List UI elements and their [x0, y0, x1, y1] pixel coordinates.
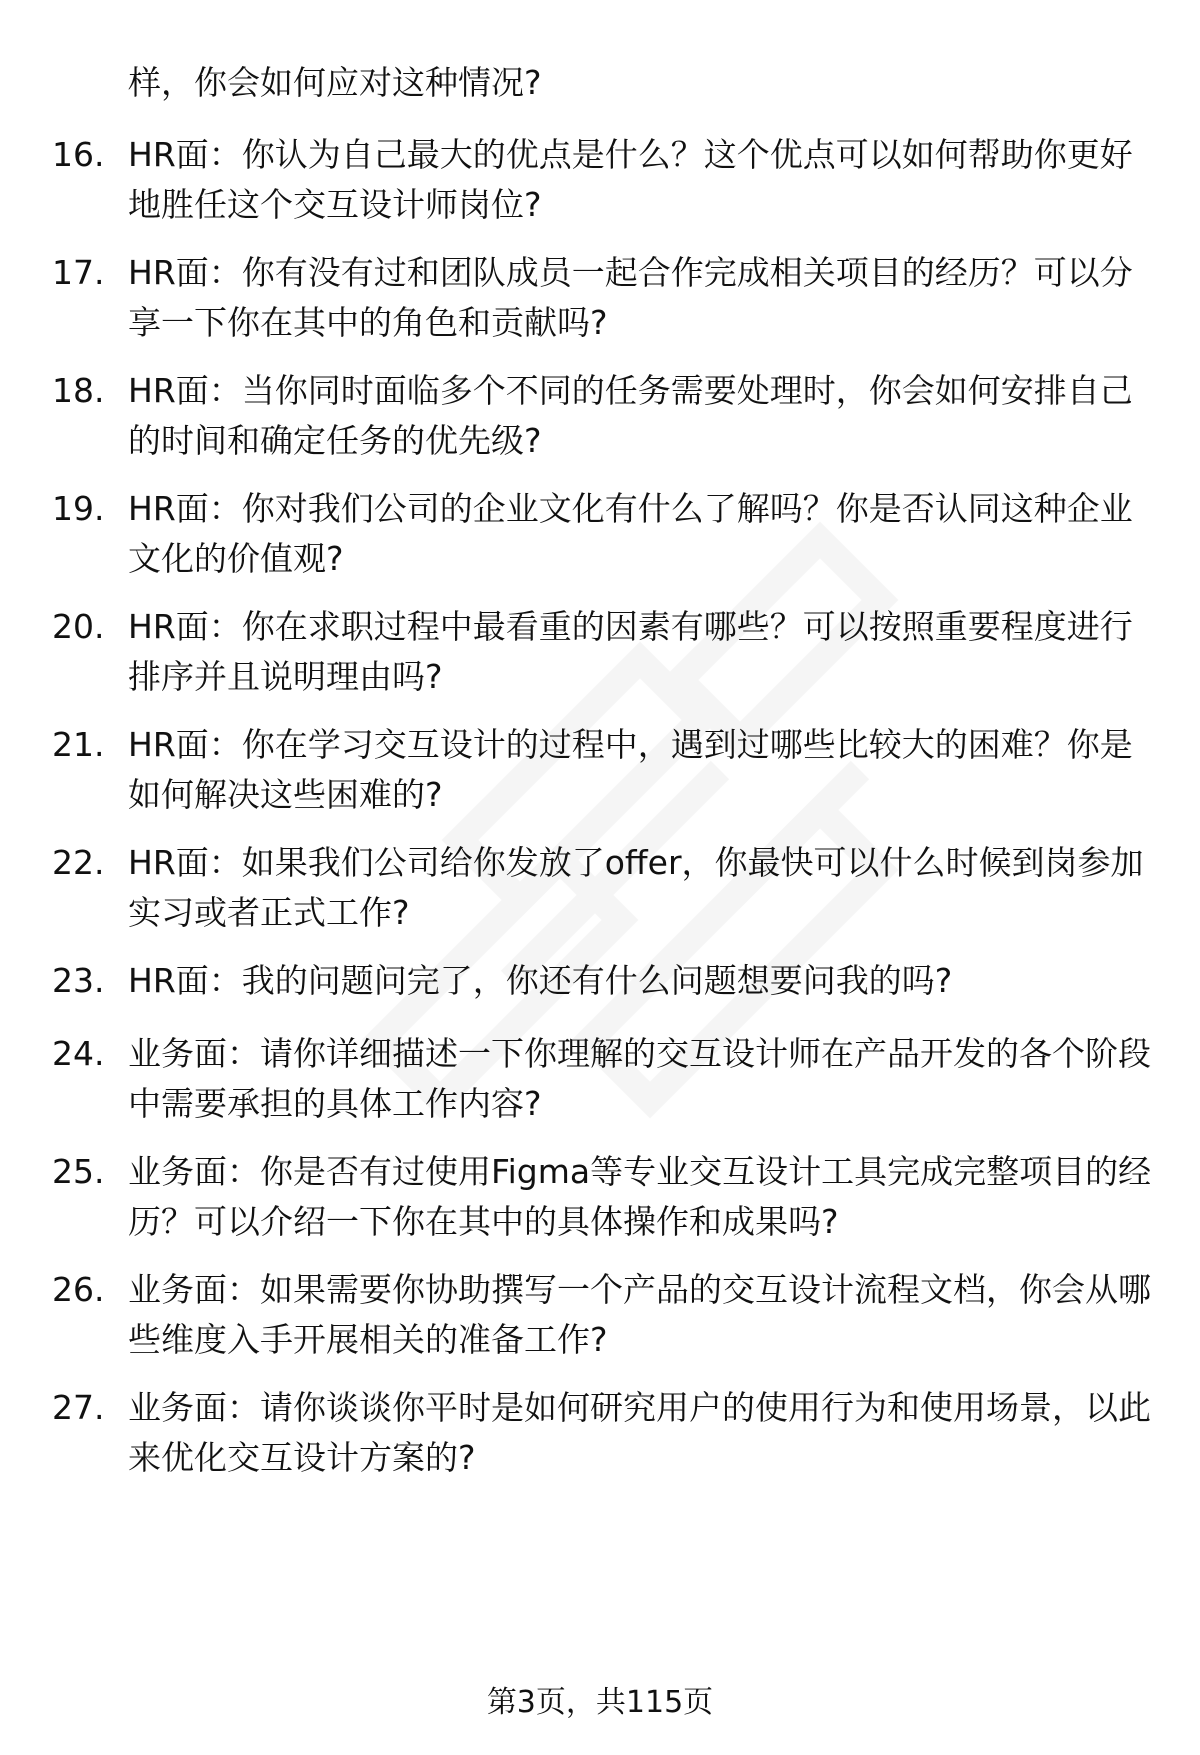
question-text: 业务面：如果需要你协助撰写一个产品的交互设计流程文档，你会从哪些维度入手开展相关的准备工作?	[128, 1270, 1151, 1359]
page-footer	[0, 1683, 1200, 1723]
list-item	[52, 1383, 1162, 1493]
question-text: HR面：你有没有过和团队成员一起合作完成相关项目的经历？可以分享一下你在其中的角色和贡献吗?	[128, 253, 1133, 342]
list-item	[52, 720, 1162, 830]
question-number: 18.	[52, 371, 105, 410]
question-number: 17.	[52, 253, 105, 292]
question-text: HR面：你对我们公司的企业文化有什么了解吗？你是否认同这种企业文化的价值观?	[128, 489, 1133, 578]
question-text: 业务面：请你谈谈你平时是如何研究用户的使用行为和使用场景，以此来优化交互设计方案的?	[128, 1388, 1151, 1477]
question-number: 21.	[52, 725, 105, 764]
question-number: 24.	[52, 1034, 105, 1073]
question-number: 27.	[52, 1388, 105, 1427]
question-number: 16.	[52, 135, 105, 174]
question-number: 22.	[52, 843, 105, 882]
list-item	[52, 1265, 1162, 1375]
list-item	[52, 602, 1162, 712]
question-number: 20.	[52, 607, 105, 646]
list-item	[52, 366, 1162, 476]
page-number-label: 第3页，共115页	[486, 1685, 714, 1720]
question-text: HR面：我的问题问完了，你还有什么问题想要问我的吗?	[128, 961, 953, 1000]
question-text: 业务面：你是否有过使用Figma等专业交互设计工具完成完整项目的经历？可以介绍一下你在其中的具体操作和成果吗?	[128, 1152, 1152, 1241]
list-item	[52, 484, 1162, 594]
list-item	[52, 1147, 1162, 1257]
continued-question-text: 样，你会如何应对这种情况?	[128, 63, 542, 102]
question-text: 业务面：请你详细描述一下你理解的交互设计师在产品开发的各个阶段中需要承担的具体工作内容?	[128, 1034, 1151, 1123]
question-text: HR面：如果我们公司给你发放了offer，你最快可以什么时候到岗参加实习或者正式工作?	[128, 843, 1144, 932]
question-number: 26.	[52, 1270, 105, 1309]
list-item	[52, 130, 1162, 240]
question-number: 19.	[52, 489, 105, 528]
question-text: HR面：当你同时面临多个不同的任务需要处理时，你会如何安排自己的时间和确定任务的优先级?	[128, 371, 1133, 460]
question-text: HR面：你在学习交互设计的过程中，遇到过哪些比较大的困难？你是如何解决这些困难的?	[128, 725, 1133, 814]
list-item	[52, 1029, 1162, 1139]
question-text: HR面：你认为自己最大的优点是什么？这个优点可以如何帮助你更好地胜任这个交互设计师岗位?	[128, 135, 1133, 224]
question-number: 25.	[52, 1152, 105, 1191]
question-text: HR面：你在求职过程中最看重的因素有哪些？可以按照重要程度进行排序并且说明理由吗?	[128, 607, 1133, 696]
list-item	[52, 838, 1162, 948]
list-item	[52, 248, 1162, 358]
question-number: 23.	[52, 961, 105, 1000]
